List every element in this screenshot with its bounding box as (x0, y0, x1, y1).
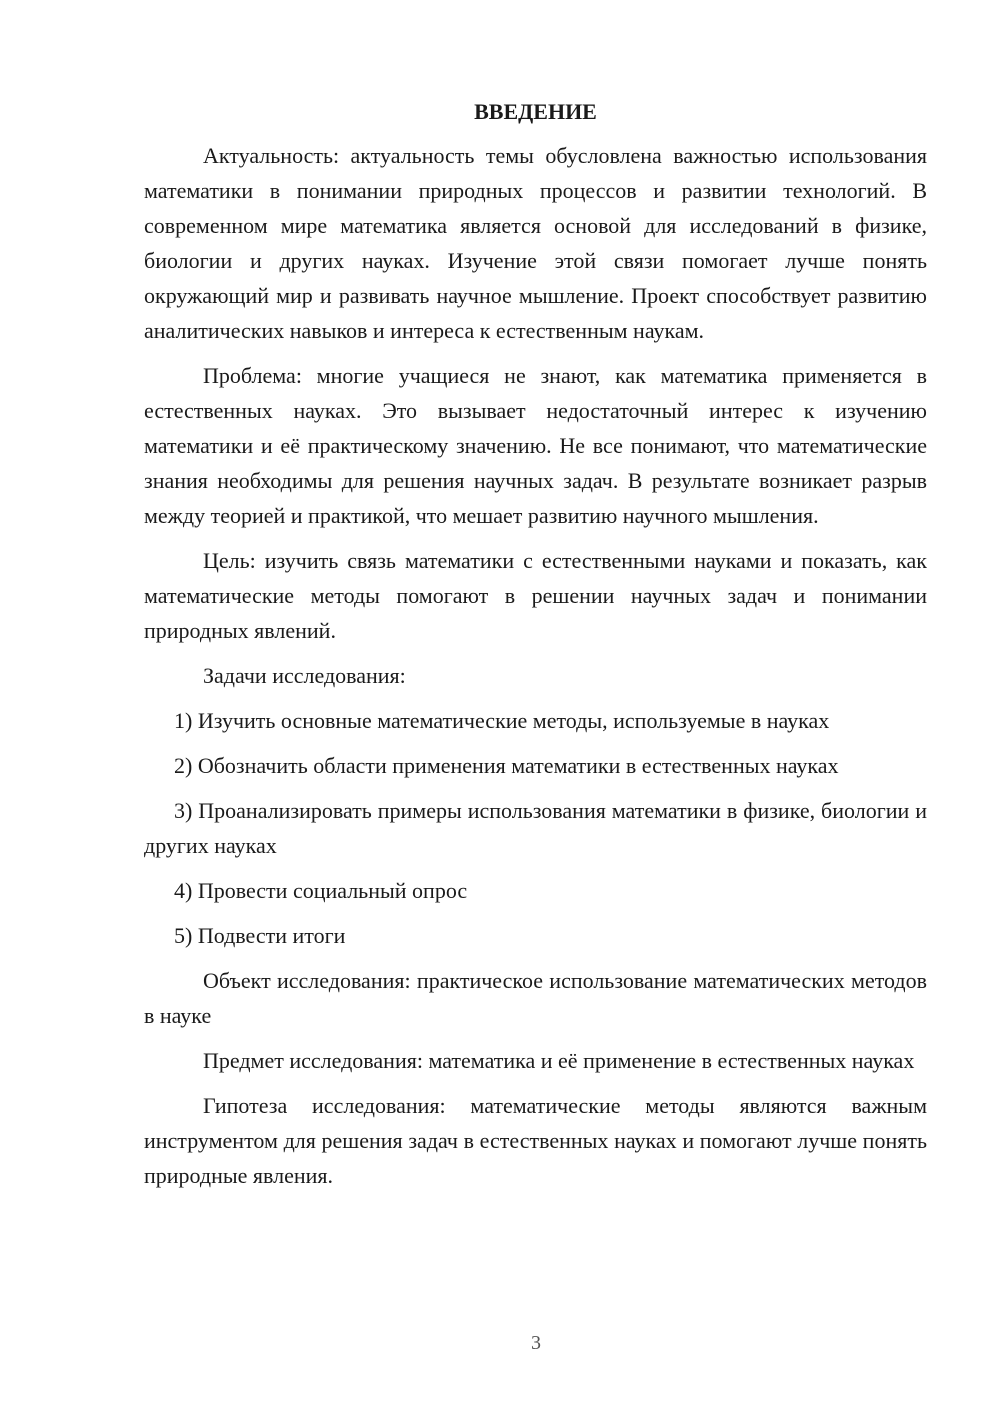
page-number: 3 (531, 1332, 541, 1354)
task-item-5: 5) Подвести итоги (174, 923, 346, 948)
relevance-paragraph: Актуальность: актуальность темы обусловлена важностью использования математики в понимании природных процессов и развитии технологий. В современном мире математика является основой для исследований в физике, биологии и других науках. Изучение этой связи помогает лучше понять окружающий мир и развивать научное мышление. Проект способствует развитию аналитических навыков и интереса к естественным наукам. (144, 143, 927, 343)
task-item-4: 4) Провести социальный опрос (174, 878, 468, 903)
object-paragraph: Объект исследования: практическое использование математических методов в науке (144, 968, 927, 1028)
goal-paragraph: Цель: изучить связь математики с естественными науками и показать, как математические методы помогают в решении научных задач и понимании природных явлений. (144, 548, 927, 643)
page-title: ВВЕДЕНИЕ (474, 99, 597, 124)
problem-paragraph: Проблема: многие учащиеся не знают, как математика применяется в естественных науках. Это вызывает недостаточный интерес к изучению математики и её практическому значению. Не все понимают, что математические знания необходимы для решения научных задач. В результате возникает разрыв между теорией и практикой, что мешает развитию научного мышления. (144, 363, 927, 528)
document-page (144, 96, 927, 1203)
task-item-1: 1) Изучить основные математические методы, используемые в науках (174, 708, 830, 733)
tasks-heading: Задачи исследования: (203, 663, 406, 688)
hypothesis-paragraph: Гипотеза исследования: математические методы являются важным инструментом для решения задач в естественных науках и помогают лучше понять природные явления. (144, 1093, 927, 1188)
task-item-2: 2) Обозначить области применения математики в естественных науках (174, 753, 839, 778)
task-item-3: 3) Проанализировать примеры использования математики в физике, биологии и других науках (144, 798, 927, 858)
subject-paragraph: Предмет исследования: математика и её применение в естественных науках (203, 1048, 915, 1073)
